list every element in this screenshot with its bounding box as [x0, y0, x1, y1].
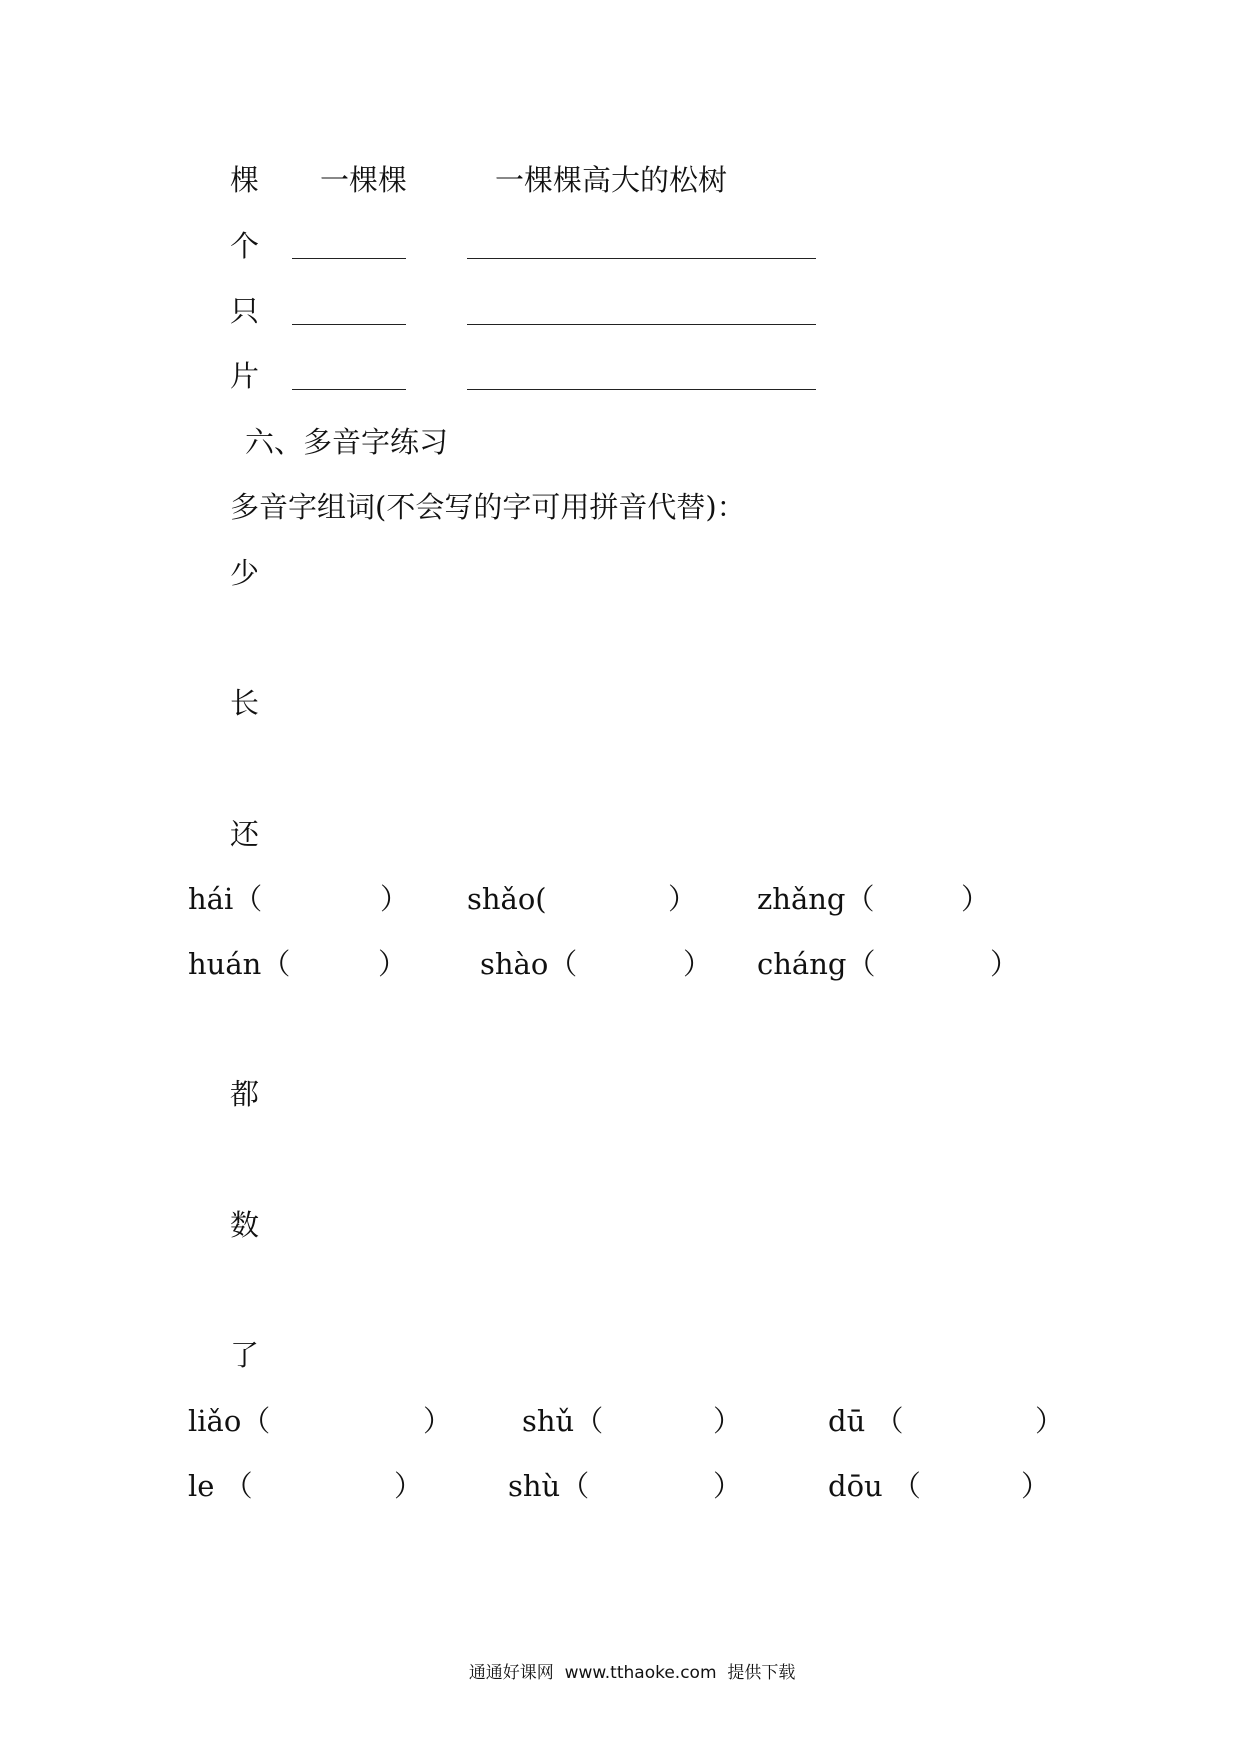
example-sentence: 一棵棵高大的松树: [495, 163, 728, 197]
paren-close: ）: [1021, 1469, 1051, 1503]
pinyin-shu3: shǔ（: [522, 1404, 604, 1438]
measure-word-ge: 个: [230, 229, 260, 263]
paren-close: ）: [423, 1404, 453, 1438]
pinyin-du1: dū （: [828, 1404, 904, 1438]
footer-site-name: 通通好课网: [468, 1663, 554, 1683]
sentence-blank-ge[interactable]: [467, 258, 816, 259]
polyphone-char-shao: 少: [230, 556, 260, 590]
phrase-blank-pian[interactable]: [292, 389, 406, 390]
pinyin-chang2: cháng（: [757, 947, 876, 981]
paren-close: ）: [380, 882, 410, 916]
example-measure-word: 棵: [230, 163, 260, 197]
sentence-blank-pian[interactable]: [467, 389, 816, 390]
polyphone-char-hai: 还: [230, 817, 260, 851]
section-heading: 六、多音字练习: [245, 425, 449, 459]
polyphone-char-chang: 长: [230, 686, 260, 720]
paren-close: ）: [961, 882, 991, 916]
pinyin-hai: hái（: [188, 882, 263, 916]
section-instruction: 多音字组词(不会写的字可用拼音代替)：: [230, 490, 746, 524]
footer-note: 提供下载: [727, 1663, 796, 1683]
paren-close: ）: [683, 947, 713, 981]
paren-close: ）: [668, 882, 698, 916]
paren-close: ）: [394, 1469, 424, 1503]
pinyin-dou1: dōu （: [828, 1469, 921, 1503]
polyphone-char-le: 了: [230, 1338, 260, 1372]
footer-url[interactable]: www.tthaoke.com: [564, 1663, 717, 1683]
paren-close: ）: [990, 947, 1020, 981]
pinyin-le: le （: [188, 1469, 253, 1503]
pinyin-liao3: liǎo（: [188, 1404, 271, 1438]
paren-close: ）: [378, 947, 408, 981]
phrase-blank-ge[interactable]: [292, 258, 406, 259]
sentence-blank-zhi[interactable]: [467, 324, 816, 325]
pinyin-zhang3: zhǎng（: [757, 882, 875, 916]
phrase-blank-zhi[interactable]: [292, 324, 406, 325]
measure-word-zhi: 只: [230, 294, 260, 328]
polyphone-char-dou: 都: [230, 1077, 260, 1111]
paren-close: ）: [713, 1404, 743, 1438]
paren-close: ）: [713, 1469, 743, 1503]
pinyin-huan: huán（: [188, 947, 291, 981]
page-footer: [458, 1640, 795, 1684]
example-phrase: 一棵棵: [320, 163, 408, 197]
measure-word-pian: 片: [230, 359, 260, 393]
polyphone-char-shu: 数: [230, 1208, 260, 1242]
pinyin-shao3: shǎo(: [467, 882, 547, 916]
paren-close: ）: [1035, 1404, 1065, 1438]
pinyin-shu4: shù（: [508, 1469, 590, 1503]
pinyin-shao4: shào（: [480, 947, 578, 981]
